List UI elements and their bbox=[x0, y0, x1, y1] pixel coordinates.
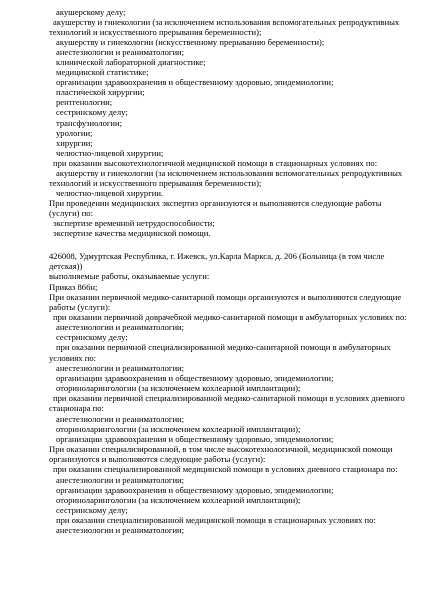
document-line: урологии; bbox=[56, 127, 93, 138]
document-line: анестезиологии и реаниматологии; bbox=[56, 525, 185, 536]
document-line: Приказ 866н; bbox=[49, 281, 98, 292]
document-line: анестезиологии и реаниматологии; bbox=[56, 362, 185, 373]
document-line: сестринскому делу; bbox=[56, 504, 128, 515]
document-line: организации здравоохранения и общественному здоровью, эпидемиологии; bbox=[56, 484, 334, 495]
document-line: медицинской статистике; bbox=[56, 67, 149, 78]
document-line: акушерству и гинекологии (искусственному прерыванию беременности); bbox=[56, 37, 325, 48]
document-line: условиях по: bbox=[49, 352, 97, 363]
document-line: работы (услуги): bbox=[49, 301, 111, 312]
document-line: при оказании первичной специализированной медико-санитарной помощи в условиях дневного bbox=[53, 393, 405, 404]
document-line: экспертизе качества медицинской помощи. bbox=[53, 228, 211, 239]
document-line: (услуги) по: bbox=[49, 207, 93, 218]
document-line: детская)) bbox=[49, 261, 83, 272]
document-line: акушерскому делу; bbox=[56, 7, 126, 17]
document-line: акушерству и гинекологии (за исключением использования вспомогательных репродуктивных bbox=[56, 167, 403, 178]
document-line: при оказании специализированной медицинской помощи в стационарных условиях по: bbox=[56, 515, 376, 526]
document-line: оториноларингологии (за исключением кохлеарной имплантации); bbox=[56, 383, 301, 394]
document-line: экспертизе временной нетрудоспособности; bbox=[53, 217, 215, 228]
document-line: анестезиологии и реаниматологии; bbox=[56, 474, 185, 485]
document-line: При оказании первичной медико-санитарной помощи организуются и выполняются следующие bbox=[49, 291, 402, 302]
document-line: организуются и выполняются следующие работы (услуги): bbox=[49, 454, 266, 465]
document-line: клинической лабораторной диагностике; bbox=[56, 57, 206, 68]
document-line: При оказании специализированной, в том числе высокотехнологичной, медицинской помощи bbox=[49, 444, 393, 455]
document-line: при оказании первичной специализированной медико-санитарной помощи в амбулаторных bbox=[56, 342, 391, 353]
document-line: анестезиологии и реаниматологии; bbox=[56, 47, 185, 58]
document-line: стационара по: bbox=[49, 403, 104, 414]
document-line: 426008, Удмуртская Республика, г. Ижевск, ул.Карла Маркса, д. 206 (Больница (в том числе bbox=[49, 251, 385, 262]
document-line: пластической хирургии; bbox=[56, 87, 145, 98]
services-list-block-1 bbox=[49, 7, 403, 239]
document-line: сестринскому делу; bbox=[56, 332, 128, 343]
document-line: сестринскому делу; bbox=[56, 107, 128, 118]
document-line: рентгенологии; bbox=[56, 97, 113, 108]
document-line: при оказании первичной доврачебной медико-санитарной помощи в амбулаторных условиях по: bbox=[53, 312, 407, 323]
document-line: организации здравоохранения и общественному здоровью, эпидемиологии; bbox=[56, 372, 334, 383]
document-line: технологий и искусственного прерывания беременности); bbox=[49, 177, 262, 188]
document-line: хирургии; bbox=[56, 137, 93, 148]
document-line: челюстно-лицевой хирургии. bbox=[56, 187, 164, 198]
document-line: анестезиологии и реаниматологии; bbox=[56, 322, 185, 333]
document-line: оториноларингологии (за исключением кохлеарной имплантации); bbox=[56, 423, 301, 434]
document-line: выполняемые работы, оказываемые услуги: bbox=[49, 271, 210, 282]
document-line: анестезиологии и реаниматологии; bbox=[56, 413, 185, 424]
paragraph-gap bbox=[49, 238, 390, 251]
document-line: оториноларингологии (за исключением кохлеарной имплантации); bbox=[56, 494, 301, 505]
document-line: челюстно-лицевой хирургии; bbox=[56, 147, 164, 158]
document-line: трансфузиологии; bbox=[56, 117, 123, 128]
document-line: акушерству и гинекологии (за исключением использования вспомогательных репродуктивных bbox=[53, 17, 400, 28]
address-services-block bbox=[49, 251, 407, 536]
document-line: технологий и искусственного прерывания беременности); bbox=[49, 27, 262, 38]
document-line: при оказании специализированной медицинской помощи в условиях дневного стационара по: bbox=[53, 464, 398, 475]
document-line: организации здравоохранения и общественному здоровью, эпидемиологии; bbox=[56, 77, 334, 88]
document-line: При проведении медицинских экспертиз организуются и выполняются следующие работы bbox=[49, 197, 382, 208]
document-line: при оказании высокотехнологичной медицинской помощи в стационарных условиях по: bbox=[53, 157, 378, 168]
document-line: организации здравоохранения и общественному здоровью, эпидемиологии; bbox=[56, 433, 334, 444]
